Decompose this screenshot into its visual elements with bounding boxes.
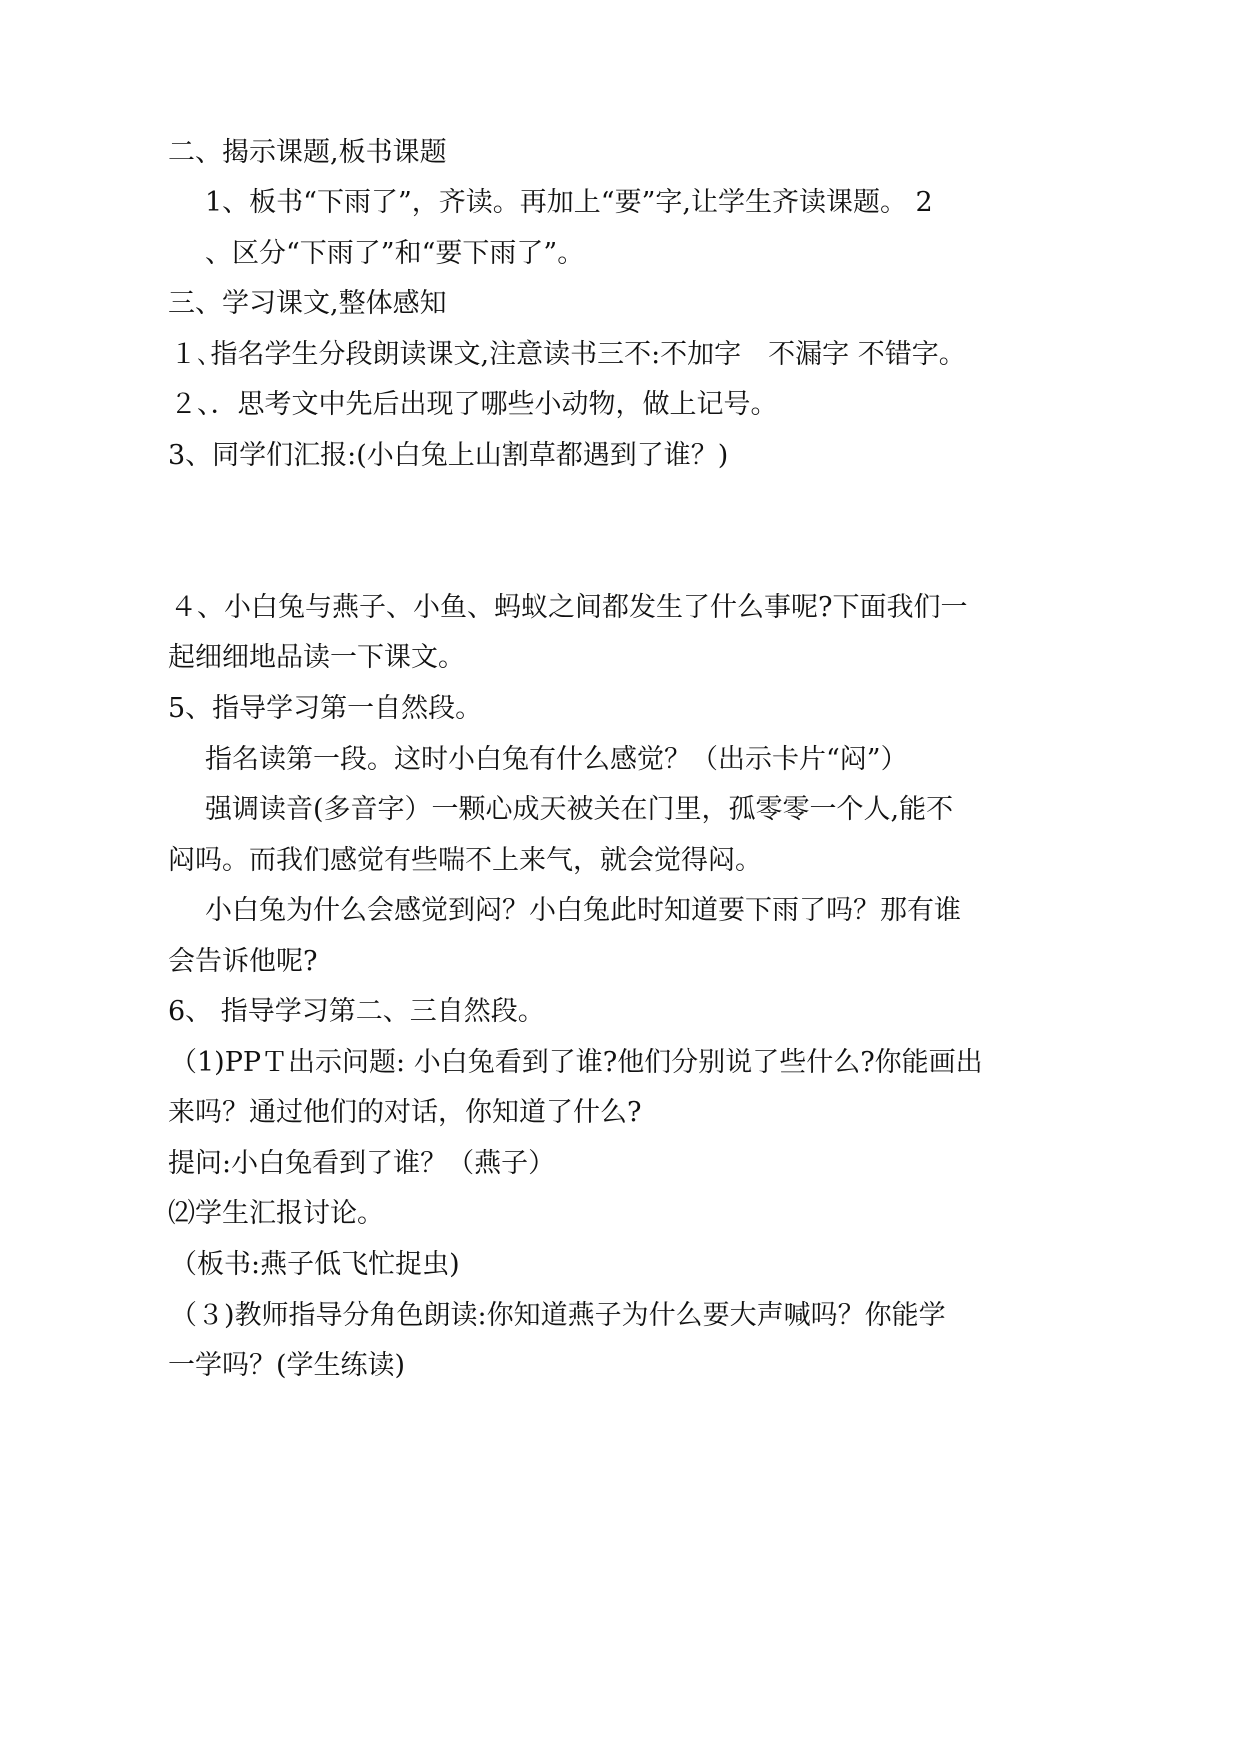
role-reading: （３)教师指导分角色朗读:你知道燕子为什么要大声喊吗？你能学	[170, 1300, 946, 1331]
step-1-text: 1、板书“下雨了”，齐读。再加上“要”字,让学生齐读课题。 2	[205, 187, 933, 218]
paragraph-pronunciation-cont: 闷吗。而我们感觉有些喘不上来气，就会觉得闷。	[168, 845, 762, 876]
ask-question: 提问:小白兔看到了谁？（燕子）	[168, 1148, 556, 1179]
paragraph-question-cont: 会告诉他呢?	[168, 946, 318, 977]
study-step-4: ４、小白兔与燕子、小鱼、蚂蚁之间都发生了什么事呢?下面我们一	[170, 592, 968, 623]
study-step-2: ２、．思考文中先后出现了哪些小动物，做上记号。	[170, 389, 778, 420]
heading-study-text: 三、学习课文,整体感知	[168, 288, 447, 319]
study-step-5: 5、指导学习第一自然段。	[168, 693, 483, 724]
study-step-6: 6、 指导学习第二、三自然段。	[168, 996, 545, 1027]
paragraph-question: 小白兔为什么会感觉到闷？小白兔此时知道要下雨了吗？那有谁	[205, 895, 961, 926]
board-note: （板书:燕子低飞忙捉虫)	[170, 1249, 460, 1280]
student-report: ⑵学生汇报讨论。	[168, 1198, 384, 1229]
role-reading-cont: 一学吗？(学生练读)	[168, 1350, 406, 1381]
heading-reveal-title: 二、揭示课题,板书课题	[168, 137, 447, 168]
paragraph-pronunciation: 强调读音(多音字）一颗心成天被关在门里，孤零零一个人,能不	[205, 794, 954, 825]
study-step-3: 3、同学们汇报:(小白兔上山割草都遇到了谁？)	[168, 440, 729, 471]
ppt-question: （1)PPＴ出示问题: 小白兔看到了谁?他们分别说了些什么?你能画出	[170, 1047, 983, 1078]
study-step-4-cont: 起细细地品读一下课文。	[168, 642, 465, 673]
step-2-text: 、区分“下雨了”和“要下雨了”。	[205, 238, 585, 269]
study-step-1: １､指名学生分段朗读课文,注意读书三不:不加字 不漏字 不错字。	[170, 339, 966, 370]
paragraph-read-first: 指名读第一段。这时小白兔有什么感觉？（出示卡片“闷”）	[205, 744, 908, 775]
ppt-question-cont: 来吗？通过他们的对话，你知道了什么?	[168, 1097, 642, 1128]
